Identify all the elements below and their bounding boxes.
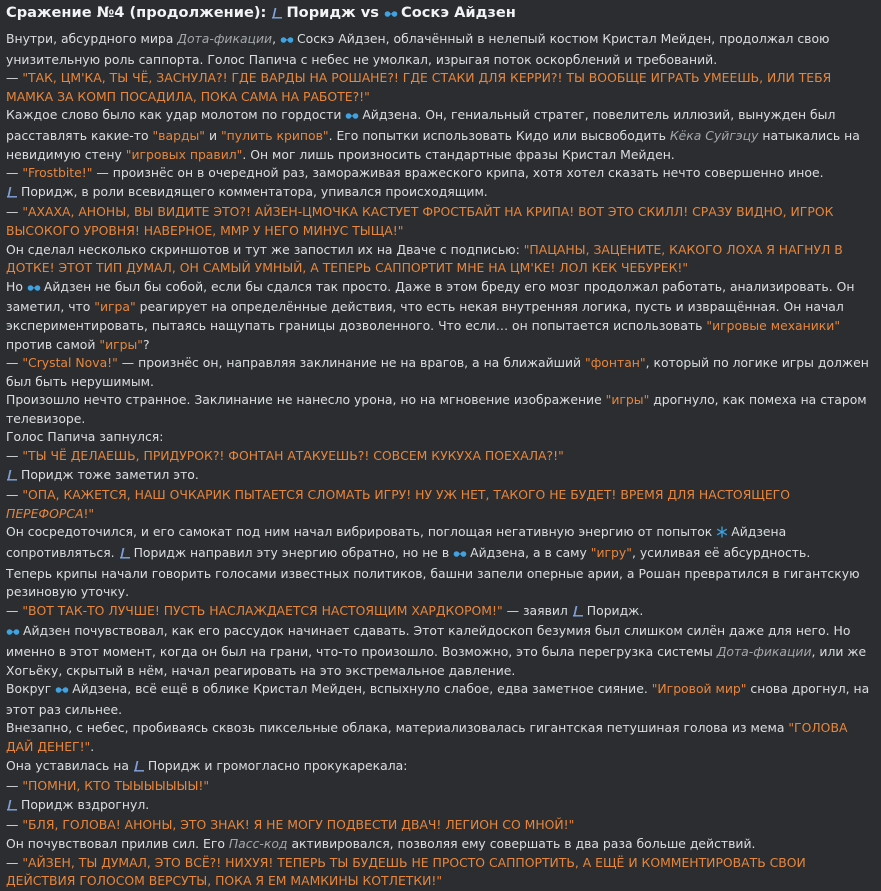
quote-highlight: "Игровой мир" bbox=[651, 681, 747, 697]
text-run: — bbox=[6, 854, 23, 870]
text-run: , который по логике игры должен был быть нерушимым. bbox=[6, 355, 869, 389]
quote-highlight: "ОПА, КАЖЕТСЯ, НАШ ОЧКАРИК ПЫТАЕТСЯ СЛОМАТЬ ИГРУ! НУ УЖ НЕТ, ТАКОГО НЕ БУДЕТ! ВРЕМЯ ДЛЯ НАСТОЯЩЕГО bbox=[22, 487, 790, 503]
glasses-icon bbox=[27, 280, 41, 299]
text-run: дрогнуло, как помеха на старом телевизоре. bbox=[6, 392, 867, 426]
paragraph bbox=[6, 565, 873, 602]
text-run: Он сделал несколько скриншотов и тут же запостил их на Дваче с подписью: bbox=[6, 241, 524, 257]
quote-highlight: "игры" bbox=[99, 336, 143, 352]
quote-highlight: "игровых правил" bbox=[125, 146, 243, 162]
glasses-icon bbox=[453, 546, 467, 565]
paragraph bbox=[6, 69, 873, 106]
paragraph bbox=[6, 602, 873, 623]
text-run: Произошло нечто странное. Заклинание не нанесло урона, но на мгновение изображение bbox=[6, 392, 606, 408]
text-run: — произнёс он в очередной раз, замораживая вражеского крипа, хотя хотел сказать нечто совершенно иное. bbox=[92, 165, 824, 181]
text-run: Поридж и громогласно прокукарекала: bbox=[147, 757, 408, 773]
text-run: Поридж направил эту энергию обратно, но не в bbox=[133, 545, 454, 561]
text-run: , усиливая её абсурдность. bbox=[631, 545, 811, 561]
text-run: Вокруг bbox=[6, 681, 56, 697]
text-run: Поридж вздрогнул. bbox=[21, 796, 150, 812]
paragraph bbox=[6, 796, 873, 817]
glasses-icon bbox=[280, 32, 294, 51]
glasses-icon bbox=[55, 682, 69, 701]
text-run: Но bbox=[6, 278, 27, 294]
text-run: — bbox=[6, 448, 23, 464]
paragraph bbox=[6, 241, 873, 278]
paragraph bbox=[6, 777, 873, 796]
text-run: Поридж. bbox=[586, 602, 644, 618]
quote-highlight: "пулить крипов" bbox=[220, 127, 329, 143]
text-run: реагирует на определённые действия, что есть некая внутренняя логика, пусть и извращённая. Он начал экспериментировать, пытаясь нащупать границы дозволенного. Что если… он попытается использовать bbox=[6, 299, 844, 333]
text-run: активировался, позволяя ему совершать в два раза больше действий. bbox=[287, 835, 756, 851]
paragraph bbox=[6, 854, 873, 891]
quote-highlight: "игры" bbox=[605, 392, 650, 408]
glasses-icon bbox=[384, 5, 398, 25]
text-run: . bbox=[90, 738, 95, 754]
text-run: Айдзен почувствовал, как его рассудок начинает сдавать. Этот калейдоскоп безумия был слишком силён даже для него. Но именно в этот момент, когда он был на грани, что-то произошло. Возможно, это была перегрузка системы bbox=[6, 623, 851, 659]
text-run: — bbox=[6, 487, 23, 503]
text-run: — bbox=[6, 70, 23, 86]
paragraph bbox=[6, 164, 873, 183]
quote-highlight: "БЛЯ, ГОЛОВА! АНОНЫ, ЭТО ЗНАК! Я НЕ МОГУ ПОДВЕСТИ ДВАЧ! ЛЕГИОН СО МНОЙ!" bbox=[22, 817, 575, 833]
text-run: Айдзена, всё ещё в облике Кристал Мейден, вспыхнуло слабое, едва заметное сияние. bbox=[72, 681, 652, 697]
quote-highlight: "ПОМНИ, КТО ТЫЫЫЫЫЫЫ!" bbox=[22, 778, 210, 794]
text-run: Айдзена сопротивляться. bbox=[6, 524, 787, 561]
text-run: натыкались на невидимую стену bbox=[6, 127, 860, 162]
text-run: — bbox=[6, 165, 23, 181]
paragraph bbox=[6, 354, 873, 391]
italic-term: Дота-фикации bbox=[716, 644, 812, 659]
text-run: снова дрогнул, на этот раз сильнее. bbox=[6, 681, 870, 717]
paragraph bbox=[6, 428, 873, 447]
pen-icon bbox=[271, 5, 283, 25]
title-aizen: Соскэ Айдзен bbox=[401, 4, 516, 21]
paragraph bbox=[6, 835, 873, 854]
text-run: Каждое слово было как удар молотом по гордости bbox=[6, 107, 346, 123]
quote-highlight: "ТЫ ЧЁ ДЕЛАЕШЬ, ПРИДУРОК?! ФОНТАН АТАКУЕШЬ?! СОВСЕМ КУКУХА ПОЕХАЛА?!" bbox=[22, 448, 564, 464]
paragraph bbox=[6, 523, 873, 564]
title-prefix: Сражение №4 (продолжение): bbox=[6, 4, 272, 21]
text-run: и bbox=[205, 127, 221, 143]
quote-highlight: "варды" bbox=[152, 127, 205, 143]
italic-term: Пасс-код bbox=[228, 835, 288, 851]
quote-highlight: "АХАХА, АНОНЫ, ВЫ ВИДИТЕ ЭТО?! АЙЗЕН-ЦМОЧКА КАСТУЕТ ФРОСТБАЙТ НА КРИПА! ВОТ ЭТО СКИЛЛ! СРАЗУ ВИДНО, ИГРОК ВЫСОКОГО УРОВНЯ! НАВЕРНОЕ, ММР У НЕГО МИНУС ТЫЩА!" bbox=[6, 204, 834, 238]
text-run: Он почувствовал прилив сил. Его bbox=[6, 835, 229, 851]
pen-icon bbox=[572, 604, 584, 623]
text-run: Он сосредоточился, и его самокат под ним начал вибрировать, поглощая негативную энергию от попыток bbox=[6, 524, 717, 540]
text-run: Внезапно, с небес, пробиваясь сквозь пиксельные облака, материализовалась гигантская петушиная голова из мема bbox=[6, 720, 789, 736]
title-porridge: Поридж vs bbox=[286, 4, 385, 21]
quote-highlight: "игра" bbox=[94, 299, 136, 315]
quote-highlight: "ТАК, ЦМ'КА, ТЫ ЧЁ, ЗАСНУЛА?! ГДЕ ВАРДЫ НА РОШАНЕ?! ГДЕ СТАКИ ДЛЯ КЕРРИ?! ТЫ ВООБЩЕ ИГРАТЬ УМЕЕШЬ, ИЛИ ТЕБЯ МАМКА ЗА КОМП ПОСАДИЛА, ПОКА САМА НА РАБОТЕ?!" bbox=[6, 70, 832, 104]
page-title bbox=[6, 3, 873, 25]
text-run: , или же Хогьёку, скрытый в нём, начал реагировать на это экстремальное давление. bbox=[6, 644, 867, 678]
text-run: . Его попытки использовать Кидо или высвободить bbox=[328, 127, 670, 143]
text-run: Поридж, в роли всевидящего комментатора, упивался происходящим. bbox=[21, 183, 488, 199]
paragraph bbox=[6, 203, 873, 240]
story-body bbox=[6, 30, 873, 891]
quote-highlight: "Frostbite!" bbox=[22, 165, 93, 181]
paragraph bbox=[6, 757, 873, 778]
italic-term: Дота-фикации bbox=[177, 31, 273, 46]
paragraph bbox=[6, 816, 873, 835]
text-run: Соскэ Айдзен, облачённый в нелепый костюм Кристал Мейден, продолжал свою унизительную роль саппорта. Голос Папича с небес не умолкал, изрыгая поток оскорблений и требований. bbox=[6, 31, 830, 67]
text-run: Внутри, абсурдного мира bbox=[6, 31, 178, 46]
quote-highlight: "игровые механики" bbox=[706, 317, 841, 333]
quote-highlight: "ПАЦАНЫ, ЗАЦЕНИТЕ, КАКОГО ЛОХА Я НАГНУЛ В ДОТКЕ! ЭТОТ ТИП ДУМАЛ, ОН САМЫЙ УМНЫЙ, А ТЕПЕРЬ САППОРТИТ МНЕ НА ЦМ'КЕ! ЛОЛ КЕК ЧЕБУРЕК!" bbox=[6, 241, 843, 276]
text-run: — bbox=[6, 602, 23, 618]
paragraph bbox=[6, 680, 873, 719]
text-run: — bbox=[6, 355, 23, 371]
quote-highlight: "игру" bbox=[590, 545, 632, 561]
italic-term: Кёка Суйгэцу bbox=[669, 127, 759, 143]
pen-icon bbox=[133, 759, 145, 778]
text-run: Теперь крипы начали говорить голосами известных политиков, башни запели оперные арии, а Рошан превратился в гигантскую резиновую уточку. bbox=[6, 565, 860, 600]
text-run: — bbox=[6, 778, 23, 794]
text-run: — заявил bbox=[502, 602, 572, 618]
glasses-icon bbox=[6, 624, 20, 643]
pen-icon bbox=[119, 546, 131, 565]
quote-highlight: "Crystal Nova!" bbox=[22, 355, 118, 371]
text-run: — произнёс он, направляя заклинание не на врагов, а на ближайший bbox=[117, 355, 586, 371]
quote-highlight: "ГОЛОВА ДАЙ ДЕНЕГ!" bbox=[6, 720, 848, 754]
text-run: , bbox=[272, 31, 280, 46]
text-run: Айдзен не был бы собой, если бы сдался так просто. Даже в этом бреду его мозг продолжал работать, анализировать. Он заметил, что bbox=[6, 278, 855, 315]
text-run: против самой bbox=[6, 336, 100, 352]
pen-icon bbox=[6, 798, 18, 817]
quote-highlight: "ВОТ ТАК-ТО ЛУЧШЕ! ПУСТЬ НАСЛАЖДАЕТСЯ НАСТОЯЩИМ ХАРДКОРОМ!" bbox=[22, 602, 503, 618]
quote-highlight: ПЕРЕФОРСА bbox=[6, 505, 84, 521]
quote-highlight: "АЙЗЕН, ТЫ ДУМАЛ, ЭТО ВСЁ?! НИХУЯ! ТЕПЕРЬ ТЫ БУДЕШЬ НЕ ПРОСТО САППОРТИТЬ, А ЕЩЁ И КОММЕНТИРОВАТЬ СВОИ ДЕЙСТВИЯ ГОЛОСОМ ВЕРСУТЫ, ПОКА Я ЕМ МАМКИНЫ КОТЛЕТКИ!" bbox=[6, 854, 806, 889]
text-run: Голос Папича запнулся: bbox=[6, 429, 164, 445]
paragraph bbox=[6, 106, 873, 164]
paragraph bbox=[6, 447, 873, 466]
quote-highlight: "фонтан" bbox=[585, 355, 646, 371]
glasses-icon bbox=[345, 108, 359, 127]
text-run: Поридж тоже заметил это. bbox=[21, 466, 199, 482]
pen-icon bbox=[6, 468, 18, 487]
quote-highlight: !" bbox=[83, 505, 95, 521]
text-run: . Он мог лишь произносить стандартные фразы Кристал Мейден. bbox=[242, 146, 675, 162]
snowflake-icon bbox=[716, 525, 728, 544]
paragraph bbox=[6, 466, 873, 487]
text-run: ? bbox=[143, 336, 150, 352]
text-run: — bbox=[6, 817, 23, 833]
paragraph bbox=[6, 30, 873, 69]
paragraph bbox=[6, 278, 873, 354]
text-run: Она уставилась на bbox=[6, 757, 133, 773]
paragraph bbox=[6, 183, 873, 204]
paragraph bbox=[6, 719, 873, 756]
text-run: — bbox=[6, 204, 23, 220]
pen-icon bbox=[6, 185, 18, 204]
paragraph bbox=[6, 391, 873, 428]
paragraph bbox=[6, 622, 873, 680]
paragraph bbox=[6, 486, 873, 523]
text-run: Айдзена, а в саму bbox=[470, 545, 591, 561]
text-run: Айдзена. Он, гениальный стратег, повелитель иллюзий, вынужден был расставлять какие-то bbox=[6, 107, 836, 143]
